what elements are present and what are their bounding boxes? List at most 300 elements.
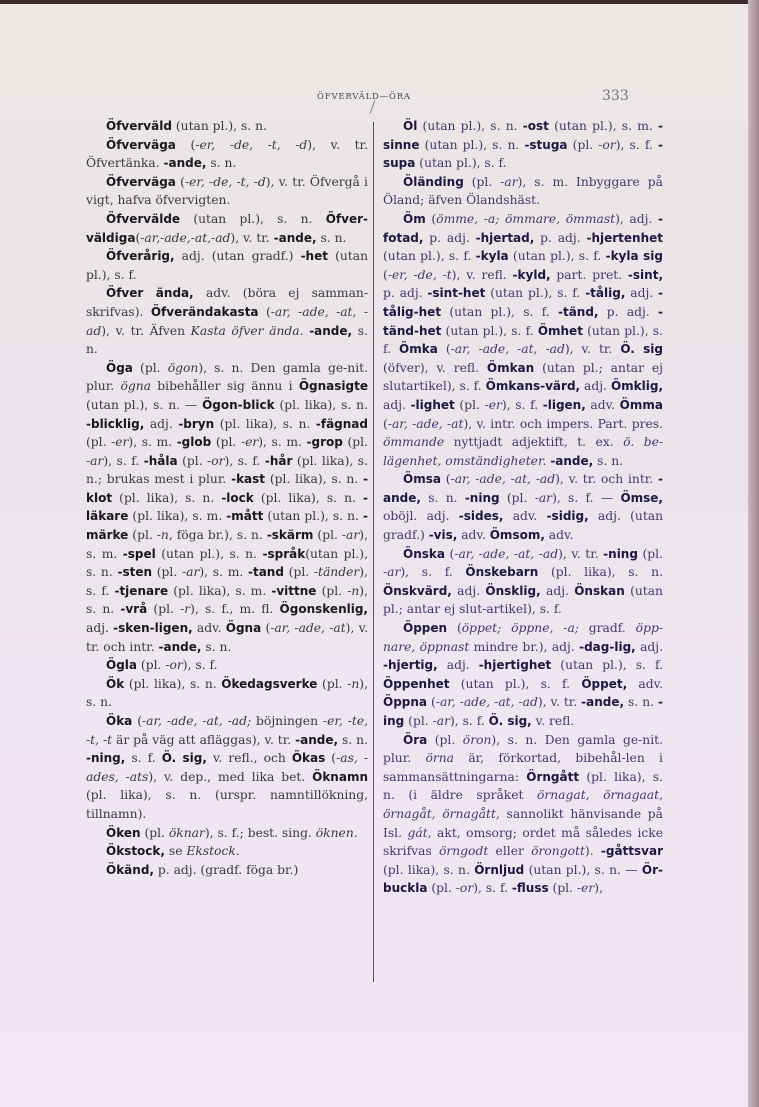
definition-text: adv. — [503, 509, 547, 524]
headword: -ande, — [273, 230, 317, 245]
italic-form: öknar — [168, 825, 205, 840]
definition-text: adj. (utan gradf.) — [383, 509, 664, 543]
definition-text: (pl. — [283, 565, 314, 580]
italic-form: örna — [425, 751, 455, 766]
left-column — [86, 117, 368, 879]
headword: Ö. sig, — [161, 751, 207, 766]
definition-text: adv. (böra ej samman-skrifvas). — [86, 286, 368, 319]
headword: -språk — [262, 546, 306, 561]
definition-text: s. f. — [125, 751, 162, 766]
headword: -tjenare — [114, 583, 169, 598]
italic-form: -or — [207, 453, 225, 468]
headword: -vrå — [120, 602, 148, 617]
italic-form: -tänder — [313, 565, 360, 580]
definition-text: ), v. tr. Öfvergå i vigt, hafva öfvervigten. — [86, 174, 368, 208]
headword: -ande, — [550, 453, 594, 468]
italic-form: -ar, -ade, -at, -ad; — [142, 714, 252, 728]
definition-text: (utan pl.), s. f. — [508, 249, 606, 264]
definition-text: är på väg att afläggas), v. tr. — [112, 732, 296, 747]
definition-text: (pl. — [427, 881, 456, 896]
definition-text: , akt, omsorg; ordet må således icke skrifvas — [383, 825, 664, 859]
italic-form: ögna — [120, 379, 151, 394]
definition-text: ), s. m. — [128, 435, 177, 450]
headword: Önsklig, — [485, 583, 541, 598]
headword: -dag-lig, — [579, 639, 636, 654]
dictionary-entry — [86, 656, 368, 675]
definition-text: ), s. n. — [86, 583, 368, 617]
headword: -ande, — [158, 639, 202, 654]
headword: -hjertenhet — [586, 230, 664, 245]
italic-form: -ar, -ade, -at — [270, 621, 346, 636]
headword: -tålig, — [585, 286, 626, 301]
dictionary-entry — [383, 117, 663, 173]
headword: Ökänd, — [106, 862, 154, 877]
right-column — [383, 117, 663, 898]
headword: -ande, — [383, 472, 663, 505]
italic-form: gát — [407, 825, 428, 840]
italic-form: ömme, -a; ömmare, ömmast — [436, 211, 616, 226]
headword: -ning — [603, 546, 638, 561]
headword: -ande, — [309, 323, 353, 338]
definition-text: (utan pl.; antar ej slut-artikel), s. f. — [383, 583, 663, 617]
headword: Öfverändakasta — [150, 304, 259, 319]
headword: Ömkans-värd, — [485, 379, 581, 394]
italic-form: -er, -te, -t, -t — [86, 714, 369, 747]
definition-text: ), s. n. — [86, 676, 368, 710]
definition-text: p. adj. — [534, 230, 587, 245]
definition-text: p. adj. — [383, 286, 428, 301]
definition-text: (utan pl.), s. n. — [86, 546, 369, 580]
italic-form: -or — [165, 658, 183, 673]
headword: -kyld, — [512, 267, 551, 282]
definition-text: mindre br.), adj. — [469, 639, 580, 654]
italic-form: -ar, -ade, -at, -ad — [86, 304, 368, 338]
headword: Ömklig, — [610, 379, 663, 394]
definition-text: v. refl. — [531, 714, 575, 728]
headword: -ning, — [86, 751, 126, 766]
definition-text: ), s. f. — [449, 714, 489, 728]
headword: Öka — [106, 714, 133, 728]
definition-text: adj. — [635, 639, 663, 654]
headword: Öppna — [383, 695, 428, 710]
definition-text: ( — [135, 230, 141, 245]
definition-text: p. adj. — [423, 230, 476, 245]
headword: -het — [300, 249, 328, 264]
headword: -ing — [383, 695, 663, 728]
definition-text: s. n. — [593, 453, 624, 468]
headword: -vis, — [428, 528, 458, 543]
definition-text: (pl. lika), s. n. — [253, 490, 364, 505]
definition-text: (pl. lika), s. n. (urspr. namntillökning, tillnamn). — [86, 788, 368, 821]
dictionary-entry — [86, 210, 368, 247]
italic-form: -ar, -ade, -at, -ad — [454, 546, 559, 561]
definition-text: (utan pl.), s. f. — [86, 249, 368, 282]
definition-text: s. n. — [316, 230, 347, 245]
headword: Öfverårig, — [106, 249, 175, 264]
headword: -fägnad — [315, 416, 368, 431]
headword: Öppet, — [581, 676, 628, 691]
definition-text: ), s. n. Den gamla ge-nit. plur. — [383, 732, 663, 766]
definition-text: s. n. — [338, 732, 369, 747]
headword: -tålig-het — [383, 286, 664, 319]
definition-text: adv. — [544, 528, 574, 543]
definition-text: (pl. lika), s. n. — [112, 490, 222, 505]
definition-text: s. n. — [86, 323, 368, 357]
definition-text: adj. — [383, 397, 411, 412]
headword: Ömma — [619, 397, 663, 412]
headword: -klot — [86, 472, 368, 505]
italic-form: -ar, -ade, -at, -ad — [435, 695, 538, 710]
headword: -ost — [522, 119, 549, 133]
definition-text: (pl. — [499, 490, 535, 505]
headword: -hår — [264, 453, 293, 468]
definition-text: ), s. f. — [182, 658, 218, 673]
headword: Ök — [106, 676, 125, 691]
headword: Ögna — [225, 621, 262, 636]
headword: Önskvärd, — [383, 583, 452, 598]
definition-text: s. n. — [624, 695, 659, 710]
dictionary-entry — [383, 619, 663, 731]
headword: -blicklig, — [86, 416, 145, 431]
italic-form: -ar — [341, 528, 360, 543]
definition-text: (utan pl.), s. f. — [441, 304, 558, 319]
headword: -sten — [117, 565, 153, 580]
definition-text: (pl. — [427, 732, 463, 747]
definition-text: p. adj. (gradf. föga br.) — [153, 862, 299, 877]
dictionary-entry — [86, 861, 368, 880]
definition-text: ( — [258, 304, 271, 319]
dictionary-entry — [86, 247, 368, 284]
definition-text: ), v. tr. — [537, 695, 582, 710]
italic-form: -er — [111, 435, 129, 450]
definition-text: (pl. lika), s. m. — [168, 583, 272, 598]
headword: Ögla — [106, 658, 138, 673]
definition-text: eller — [488, 844, 532, 859]
definition-text: (utan pl.), s. f. — [383, 323, 663, 357]
definition-text: v. refl., och — [206, 751, 292, 766]
headword: Öfverväld — [106, 119, 172, 133]
definition-text: ), s. f. — [86, 565, 368, 598]
headword: Örnljud — [474, 862, 525, 877]
definition-text: ), v. tr. och intr. — [86, 621, 368, 654]
definition-text: ), v. tr. och intr. — [555, 472, 659, 487]
italic-form: Ekstock. — [186, 844, 240, 859]
definition-text: adj. — [540, 583, 575, 598]
headword: Ökas — [291, 751, 326, 766]
definition-text: ), s. f. — [501, 397, 543, 412]
definition-text: ), v. refl. — [451, 267, 513, 282]
italic-form: -ar — [181, 565, 200, 580]
definition-text: (utan pl.), s. f. — [485, 286, 586, 301]
headword: -läkare — [86, 490, 368, 524]
definition-text: (pl. — [316, 583, 348, 598]
headword: Öl — [403, 119, 418, 133]
definition-text: (pl. lika), s. n. — [265, 472, 364, 487]
definition-text: ( — [132, 714, 143, 728]
dictionary-entry — [86, 824, 368, 843]
headword: -lighet — [410, 397, 455, 412]
definition-text: böjningen — [251, 714, 323, 728]
italic-form: -er — [484, 397, 502, 412]
definition-text: ( — [444, 546, 455, 561]
headword: -skärm — [266, 528, 314, 543]
headword: -sidig, — [546, 509, 589, 524]
definition-text: p. adj. — [598, 304, 659, 319]
definition-text: (pl. — [177, 453, 208, 468]
definition-text: adj. (utan gradf.) — [174, 249, 301, 264]
italic-form: Kasta öfver ända. — [190, 323, 304, 338]
dictionary-entry — [86, 284, 368, 358]
definition-text: (utan pl.), s. f. — [551, 658, 663, 673]
definition-text: ( — [447, 621, 462, 636]
definition-text: sannolikt hänvisande på Isl. — [383, 806, 663, 840]
definition-text: (utan pl.), s. n. — [419, 137, 525, 152]
headword: Öppenhet — [383, 676, 450, 691]
headword: -vittne — [271, 583, 317, 598]
headword: -ande, — [295, 732, 339, 747]
definition-text: ), v. tr. — [230, 230, 274, 245]
headword: Ögonskenlig, — [279, 602, 368, 617]
definition-text: ( — [440, 472, 451, 487]
headword: -supa — [383, 137, 663, 171]
definition-text: ), s. f., m. fl. — [190, 602, 280, 617]
headword: -håla — [143, 453, 178, 468]
definition-text: (pl. lika), s. m. — [128, 509, 227, 524]
definition-text: adv. — [585, 397, 620, 412]
definition-text: ( — [325, 751, 337, 766]
italic-form: örnagat, örnagaat, örnagåt, örnagått, — [383, 788, 663, 821]
definition-text: (pl. — [140, 825, 169, 840]
headword: Öken — [106, 825, 141, 840]
headword: Öfverväga — [106, 174, 176, 189]
headword: -hjertighet — [478, 658, 552, 673]
italic-form: -ar, -ade, -at, -ad — [450, 472, 556, 487]
italic-form: -as, -ades, -ats — [86, 751, 369, 784]
headword: -gåttsvar — [600, 844, 663, 859]
dictionary-entry — [86, 712, 368, 824]
definition-text: ), s. f. — — [552, 490, 621, 505]
headword: Öfver ända, — [106, 286, 194, 301]
headword: -kyla sig — [605, 249, 663, 264]
definition-text: ), v. tr. — [558, 546, 604, 561]
headword: Ögnasigte — [298, 379, 368, 394]
headword: -fluss — [511, 881, 549, 896]
definition-text: (pl. — [548, 881, 577, 896]
headword: -spel — [122, 546, 156, 561]
headword: Öländing — [403, 174, 464, 189]
headword: Ömsom, — [489, 528, 545, 543]
italic-form: -er — [240, 435, 259, 450]
definition-text: (pl. — [342, 435, 368, 450]
definition-text: (pl. lika), s. n. — [214, 416, 316, 431]
italic-form: ö. be-lägenhet, omständigheter. — [383, 435, 664, 468]
definition-text: ( — [425, 211, 437, 226]
scan-right-edge — [748, 0, 759, 1107]
headword: Öfverväga — [106, 137, 176, 152]
definition-text: (utan pl.), s. f. — [441, 323, 538, 338]
definition-text: (pl. lika), s. n.; brukas mest i plur. — [86, 453, 368, 487]
definition-text: (pl. — [463, 174, 501, 189]
dictionary-entry — [86, 117, 368, 136]
definition-text: ), s. f. — [400, 565, 466, 580]
definition-text: ), v. tr. Öfvertänka. — [86, 137, 368, 171]
italic-form: -er, -de, -t, -d — [195, 137, 308, 152]
definition-text: , föga br.), s. n. — [168, 528, 267, 543]
italic-form: ögon — [167, 360, 199, 375]
headword: -ande, — [581, 695, 625, 710]
italic-form: -or — [598, 137, 616, 152]
definition-text: (pl. lika), s. n. — [124, 676, 222, 691]
definition-text: ), s. f. — [615, 137, 659, 152]
headword: Ör-buckla — [383, 862, 663, 896]
definition-text: (utan pl.), s. n. — [171, 119, 267, 133]
definition-text: (pl. — [152, 565, 182, 580]
definition-text: part. pret. — [550, 267, 628, 282]
italic-form: -er, -de, -t — [387, 267, 452, 282]
italic-form: -ar — [500, 174, 518, 189]
definition-text: ( — [427, 695, 436, 710]
headword: Ömsa — [403, 472, 441, 487]
definition-text: (pl. — [86, 435, 112, 450]
definition-text: (utan pl.), s. f. — [449, 676, 582, 691]
definition-text: ), s. f. — [473, 881, 512, 896]
headword: Öm — [403, 211, 426, 226]
definition-text: (utan pl.), s. m. — [548, 119, 659, 133]
italic-form: -ar — [86, 453, 104, 468]
headword: -kyla — [475, 249, 509, 264]
headword: Ö. sig, — [488, 714, 532, 728]
definition-text: (utan pl.), s. n. — — [524, 862, 642, 877]
definition-text: ), v. tr. — [564, 342, 621, 357]
column-divider — [373, 122, 374, 982]
headword: -märke — [86, 509, 368, 543]
definition-text: (pl. — [147, 602, 181, 617]
headword: -sint-het — [427, 286, 486, 301]
headword: Ökstock, — [106, 844, 165, 859]
definition-text: (pl. — [128, 528, 157, 543]
headword: -lock — [221, 490, 254, 505]
italic-form: -n — [156, 528, 169, 543]
definition-text: ). — [584, 844, 601, 859]
italic-form: öpp-nare, öppnast — [383, 621, 663, 654]
definition-text: nyttjadt adjektift, t. ex. — [444, 435, 624, 450]
definition-text: (pl. — [404, 714, 433, 728]
dictionary-entry — [86, 359, 368, 657]
definition-text: ), s. m. — [199, 565, 248, 580]
headword: Öga — [106, 360, 133, 375]
definition-text: (utan pl.), s. f. — [415, 156, 507, 171]
italic-form: -r — [180, 602, 191, 617]
headword: -bryn — [178, 416, 215, 431]
italic-form: -n — [347, 676, 360, 691]
dictionary-entry — [86, 136, 368, 173]
page-number: 333 — [602, 88, 629, 104]
headword: Öppen — [403, 621, 448, 636]
headword: -mått — [226, 509, 264, 524]
italic-form: öron — [462, 732, 492, 747]
definition-text: se — [164, 844, 187, 859]
headword: -tänd-het — [383, 304, 663, 338]
definition-text: ( — [175, 137, 196, 152]
headword: -hjertig, — [383, 658, 438, 673]
definition-text: adj. — [580, 379, 611, 394]
headword: -grop — [306, 435, 343, 450]
italic-form: -or — [455, 881, 474, 896]
headword: Önskebarn — [465, 565, 539, 580]
dictionary-entry — [86, 842, 368, 861]
headword: -kast — [231, 472, 266, 487]
italic-form: öppet; öppne, -a; — [461, 621, 579, 636]
dictionary-entry — [86, 675, 368, 712]
dictionary-page — [0, 4, 748, 1107]
definition-text: (pl. — [313, 528, 342, 543]
italic-form: -ar — [432, 714, 450, 728]
headword: Ömkan — [486, 360, 535, 375]
definition-text: adv. — [192, 621, 226, 636]
italic-form: -ar — [534, 490, 553, 505]
headword: -tand — [247, 565, 284, 580]
dictionary-entry — [383, 470, 663, 544]
definition-text: s. n. — [201, 639, 232, 654]
definition-text: (utan pl.), s. n. — [263, 509, 364, 524]
definition-text: ), s. m. Inbyggare på Öland; äfven Ölandshäst. — [383, 174, 663, 208]
italic-form: -ar — [383, 565, 401, 580]
definition-text: (pl. — [567, 137, 599, 152]
headword: -sken-ligen, — [113, 621, 193, 636]
definition-text: (pl. — [211, 435, 241, 450]
headword: Öfvervälde — [106, 211, 181, 226]
headword: -glob — [176, 435, 212, 450]
italic-form: ömmande — [383, 435, 445, 450]
headword: Ökedagsverke — [221, 676, 318, 691]
definition-text: (utan pl.; antar ej slutartikel), s. f. — [383, 360, 663, 394]
definition-text: ), s. m. — [86, 528, 368, 561]
definition-text: adj. — [625, 286, 659, 301]
headword: Öra — [403, 732, 428, 747]
italic-form: -ar,-ade,-at,-ad — [140, 230, 231, 245]
definition-text: ), adj. — [615, 211, 659, 226]
definition-text: (pl. — [637, 546, 663, 561]
headword: Ömse, — [620, 490, 663, 505]
definition-text: ( — [383, 416, 388, 431]
definition-text: (pl. lika), s. n. — [538, 565, 663, 580]
definition-text: (pl. — [132, 360, 168, 375]
dictionary-entry — [383, 173, 663, 210]
headword: Örngått — [526, 769, 580, 784]
definition-text: adj. — [86, 621, 114, 636]
definition-text: ( — [383, 267, 388, 282]
definition-text: (pl. lika), s. n. (i äldre språket — [383, 769, 663, 803]
headword: -ande, — [163, 156, 207, 171]
headword: Ömka — [399, 342, 438, 357]
running-head: ÖFVERVÄLD—ÖRA — [317, 92, 411, 102]
definition-text: ( — [261, 621, 271, 636]
definition-text: (utan pl.), s. n. — — [86, 397, 203, 412]
italic-form: -er — [576, 881, 595, 896]
headword: -fotad, — [383, 211, 663, 245]
definition-text: ), s. f. — [103, 453, 144, 468]
italic-form: -er, -de, -t, -d — [184, 174, 266, 189]
definition-text: är, förkortad, bibehål-len i sammansättningarna: — [383, 751, 663, 784]
headword: -stuga — [524, 137, 568, 152]
headword: Ö. sig — [620, 342, 663, 357]
headword: Önska — [403, 546, 445, 561]
headword: -ning — [464, 490, 500, 505]
dictionary-entry — [86, 173, 368, 210]
definition-text: adj. — [451, 583, 486, 598]
headword: -sint, — [627, 267, 663, 282]
definition-text: (utan pl.), s. n. — [180, 211, 326, 226]
